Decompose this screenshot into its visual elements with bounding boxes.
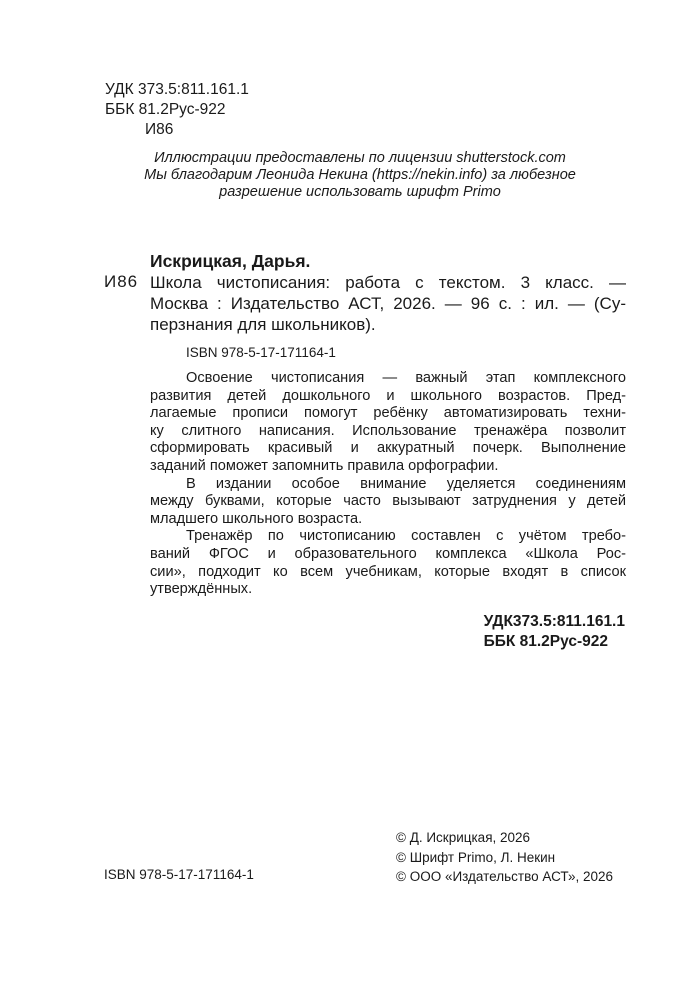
- author-mark: И86: [145, 121, 174, 138]
- annotation-line: ку слитного написания. Использование тренажёра позволит: [150, 422, 626, 439]
- annotation: [150, 370, 626, 599]
- copyright-block: [396, 828, 613, 887]
- author-name: Искрицкая, Дарья.: [150, 251, 311, 271]
- title-line: перзнания для школьников).: [150, 315, 376, 334]
- copyright-line: © Шрифт Primo, Л. Некин: [396, 849, 556, 865]
- annotation-line: заданий поможет запомнить правила орфографии.: [150, 457, 499, 474]
- annotation-line: Тренажёр по чистописанию составлен с учётом требо-: [186, 528, 626, 545]
- udk-code-bold: УДК373.5:811.161.1: [483, 613, 625, 630]
- title-line: Москва : Издательство АСТ, 2026. — 96 с. : ил. — (Су-: [150, 294, 626, 313]
- isbn-inline: ISBN 978-5-17-171164-1: [186, 345, 336, 360]
- author-code: И86: [104, 272, 139, 291]
- isbn-footer: ISBN 978-5-17-171164-1: [104, 867, 254, 882]
- bbk-code: ББК 81.2Рус-922: [105, 101, 226, 118]
- bibliographic-title: [150, 272, 626, 335]
- credits-line-2: Мы благодарим Леонида Некина (https://nekin.info) за любезное: [144, 167, 576, 183]
- annotation-line: сформировать красивый и аккуратный почерк. Выполнение: [150, 440, 626, 457]
- credits-line-1: Иллюстрации предоставлены по лицензии shutterstock.com: [154, 150, 566, 166]
- copyright-line: © ООО «Издательство АСТ», 2026: [396, 869, 614, 884]
- annotation-line: утверждённых.: [150, 581, 253, 598]
- annotation-line: развития детей дошкольного и школьного возрастов. Пред-: [150, 387, 626, 404]
- bbk-code-bold: ББК 81.2Рус-922: [483, 633, 609, 650]
- credits: [140, 150, 580, 201]
- annotation-line: Освоение чистописания — важный этап комплексного: [186, 370, 626, 386]
- classification-codes: [484, 612, 625, 652]
- annotation-line: В издании особое внимание уделяется соединениям: [186, 475, 626, 492]
- udk-code: УДК 373.5:811.161.1: [105, 81, 249, 98]
- header-codes: [105, 80, 249, 140]
- annotation-line: между буквами, которые часто вызывают затруднения у детей: [150, 493, 626, 510]
- annotation-line: младшего школьного возраста.: [150, 510, 363, 527]
- title-line: Школа чистописания: работа с текстом. 3 класс. —: [150, 273, 626, 292]
- annotation-line: сии», подходит ко всем учебникам, которые входят в список: [150, 563, 626, 580]
- credits-line-3: разрешение использовать шрифт Primo: [219, 184, 501, 200]
- copyright-line: © Д. Искрицкая, 2026: [396, 830, 531, 845]
- annotation-line: ваний ФГОС и образовательного комплекса «Школа Рос-: [150, 545, 626, 562]
- annotation-line: лагаемые прописи помогут ребёнку автоматизировать техни-: [150, 405, 626, 422]
